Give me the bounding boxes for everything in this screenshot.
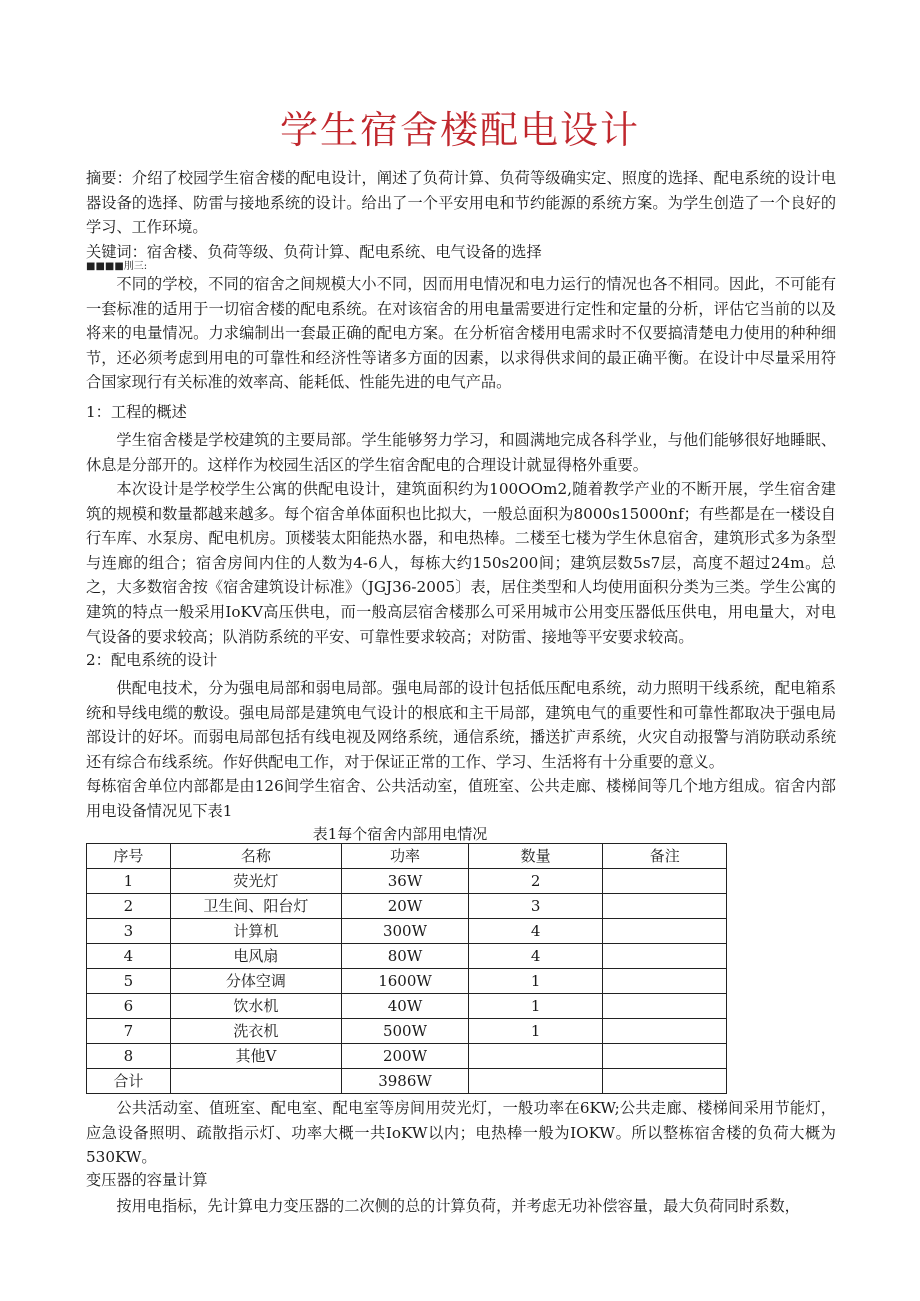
- table-cell: [603, 919, 727, 944]
- table-cell: 5: [87, 969, 171, 994]
- table-cell: 1: [468, 994, 603, 1019]
- table-row: [87, 969, 727, 994]
- table-cell: [603, 994, 727, 1019]
- transformer-paragraph: 按用电指标，先计算电力变压器的二次侧的总的计算负荷，并考虑无功补偿容量，最大负荷同时系数，: [116, 1197, 800, 1215]
- table-cell: 2: [468, 869, 603, 894]
- table-cell: 3986W: [342, 1069, 469, 1094]
- section-1-heading: 1：工程的概述: [86, 403, 187, 421]
- section-1-paragraph-1: 学生宿舍楼是学校建筑的主要局部。学生能够努力学习，和圆满地完成各科学业，与他们能够很好地睡眠、休息是分部开的。这样作为校园生活区的学生宿舍配电的合理设计就显得格外重要。: [86, 431, 836, 474]
- table-cell: 荧光灯: [170, 869, 341, 894]
- table-cell: [170, 1069, 341, 1094]
- table-total-row: [87, 1069, 727, 1094]
- table-cell: 300W: [342, 919, 469, 944]
- table-cell: 40W: [342, 994, 469, 1019]
- table-cell: 500W: [342, 1019, 469, 1044]
- table-row: [87, 1044, 727, 1069]
- table-row: [87, 1019, 727, 1044]
- section-2-paragraph-2: 每栋宿舍单位内部都是由126间学生宿舍、公共活动室，值班室、公共走廊、楼梯间等几个地方组成。宿舍内部用电设备情况见下表1: [86, 777, 836, 820]
- table-cell: 分体空调: [170, 969, 341, 994]
- section-1-paragraph-2: 本次设计是学校学生公寓的供配电设计，建筑面积约为100OOm2,随着教学产业的不断开展，学生宿舍建筑的规模和数量都越来越多。每个宿舍单体面积也比拟大，一般总面积为8000s15000nf；有些都是在一楼设自行车库、水泵房、配电机房。顶楼装太阳能热水器，和电热棒。二楼至七楼为学生休息宿舍，建筑形式多为条型与连廊的组合；宿舍房间内住的人数为4-6人，每栋大约150s200间；建筑层数5s7层，高度不超过24m。总之，大多数宿舍按《宿舍建筑设计标准》（JGJ36-2005〕表，居住类型和人均使用面积分类为三类。学生公寓的建筑的特点一般采用IoKV高压供电，而一般高层宿舍楼那么可采用城市公用变压器低压供电，用电量大，对电气设备的要求较高；队消防系统的平安、可靠性要求较高；对防雷、接地等平安要求较高。: [86, 480, 836, 646]
- table-cell: 1: [87, 869, 171, 894]
- table-cell: 6: [87, 994, 171, 1019]
- table-cell: 7: [87, 1019, 171, 1044]
- preface-label: ■■■■刖三:: [86, 261, 148, 272]
- table-cell: [603, 944, 727, 969]
- table-cell: 3: [468, 894, 603, 919]
- table-cell: 4: [468, 944, 603, 969]
- header-cell: 功率: [342, 844, 469, 869]
- abstract: 摘要：介绍了校园学生宿舍楼的配电设计，阐述了负荷计算、负荷等级确实定、照度的选择、配电系统的设计电器设备的选择、防雷与接地系统的设计。给出了一个平安用电和节约能源的系统方案。为学生创造了一个良好的学习、工作环境。: [86, 169, 836, 237]
- after-table-paragraph: 公共活动室、值班室、配电室、配电室等房间用荧光灯，一般功率在6KW;公共走廊、楼梯间采用节能灯，应急设备照明、疏散指示灯、功率大概一共IoKW以内；电热棒一般为IOKW。所以整栋宿舍楼的负荷大概为530KW。: [86, 1099, 836, 1167]
- table-header-row: [87, 844, 727, 869]
- keywords: 关键词：宿舍楼、负荷等级、负荷计算、配电系统、电气设备的选择: [86, 243, 542, 261]
- table-row: [87, 944, 727, 969]
- table-cell: [603, 894, 727, 919]
- table-cell: 36W: [342, 869, 469, 894]
- intro-paragraph: 不同的学校，不同的宿舍之间规模大小不同，因而用电情况和电力运行的情况也各不相同。因此，不可能有一套标准的适用于一切宿舍楼的配电系统。在对该宿舍的用电量需要进行定性和定量的分析，评估它当前的以及将来的电量情况。力求编制出一套最正确的配电方案。在分析宿舍楼用电需求时不仅要搞清楚电力使用的种种细节，还必须考虑到用电的可靠性和经济性等诸多方面的因素，以求得供求间的最正确平衡。在设计中尽量采用符合国家现行有关标准的效率高、能耗低、性能先进的电气产品。: [86, 275, 836, 392]
- table-cell: 电风扇: [170, 944, 341, 969]
- table-cell: 1: [468, 1019, 603, 1044]
- page-title: 学生宿舍楼配电设计: [279, 108, 640, 152]
- table-cell: 1: [468, 969, 603, 994]
- table-cell: 计算机: [170, 919, 341, 944]
- table-cell: 2: [87, 894, 171, 919]
- table-row: [87, 869, 727, 894]
- table-cell: 4: [87, 944, 171, 969]
- table-cell: [603, 1019, 727, 1044]
- table-cell: [603, 1069, 727, 1094]
- section-2-paragraph-1: 供配电技术，分为强电局部和弱电局部。强电局部的设计包括低压配电系统，动力照明干线系统，配电箱系统和导线电缆的敷设。强电局部是建筑电气设计的根底和主干局部，建筑电气的重要性和可靠性都取决于强电局部设计的好坏。而弱电局部包括有线电视及网络系统，通信系统，播送扩声系统，火灾自动报警与消防联动系统还有综合布线系统。作好供配电工作，对于保证正常的工作、学习、生活将有十分重要的意义。: [86, 679, 836, 771]
- header-cell: 备注: [603, 844, 727, 869]
- table-cell: [603, 1044, 727, 1069]
- table-cell: [603, 969, 727, 994]
- table-cell: 饮水机: [170, 994, 341, 1019]
- table-cell: 洗衣机: [170, 1019, 341, 1044]
- table-cell: 3: [87, 919, 171, 944]
- header-cell: 名称: [170, 844, 341, 869]
- header-cell: 数量: [468, 844, 603, 869]
- table-cell: [468, 1044, 603, 1069]
- table-cell: 4: [468, 919, 603, 944]
- table-cell: 200W: [342, 1044, 469, 1069]
- table-row: [87, 994, 727, 1019]
- table-row: [87, 894, 727, 919]
- table-cell: 20W: [342, 894, 469, 919]
- table-cell: 卫生间、阳台灯: [170, 894, 341, 919]
- table-row: [87, 919, 727, 944]
- table-cell: 其他V: [170, 1044, 341, 1069]
- table-cell: [468, 1069, 603, 1094]
- table-cell: 8: [87, 1044, 171, 1069]
- table-cell: 1600W: [342, 969, 469, 994]
- table-cell: 80W: [342, 944, 469, 969]
- section-2-heading: 2：配电系统的设计: [86, 651, 218, 669]
- header-cell: 序号: [87, 844, 171, 869]
- table-caption: 表1每个宿舍内部用电情况: [312, 825, 488, 843]
- table-cell: 合计: [87, 1069, 171, 1094]
- table-cell: [603, 869, 727, 894]
- power-usage-table: [86, 843, 727, 1094]
- transformer-heading: 变压器的容量计算: [86, 1171, 208, 1189]
